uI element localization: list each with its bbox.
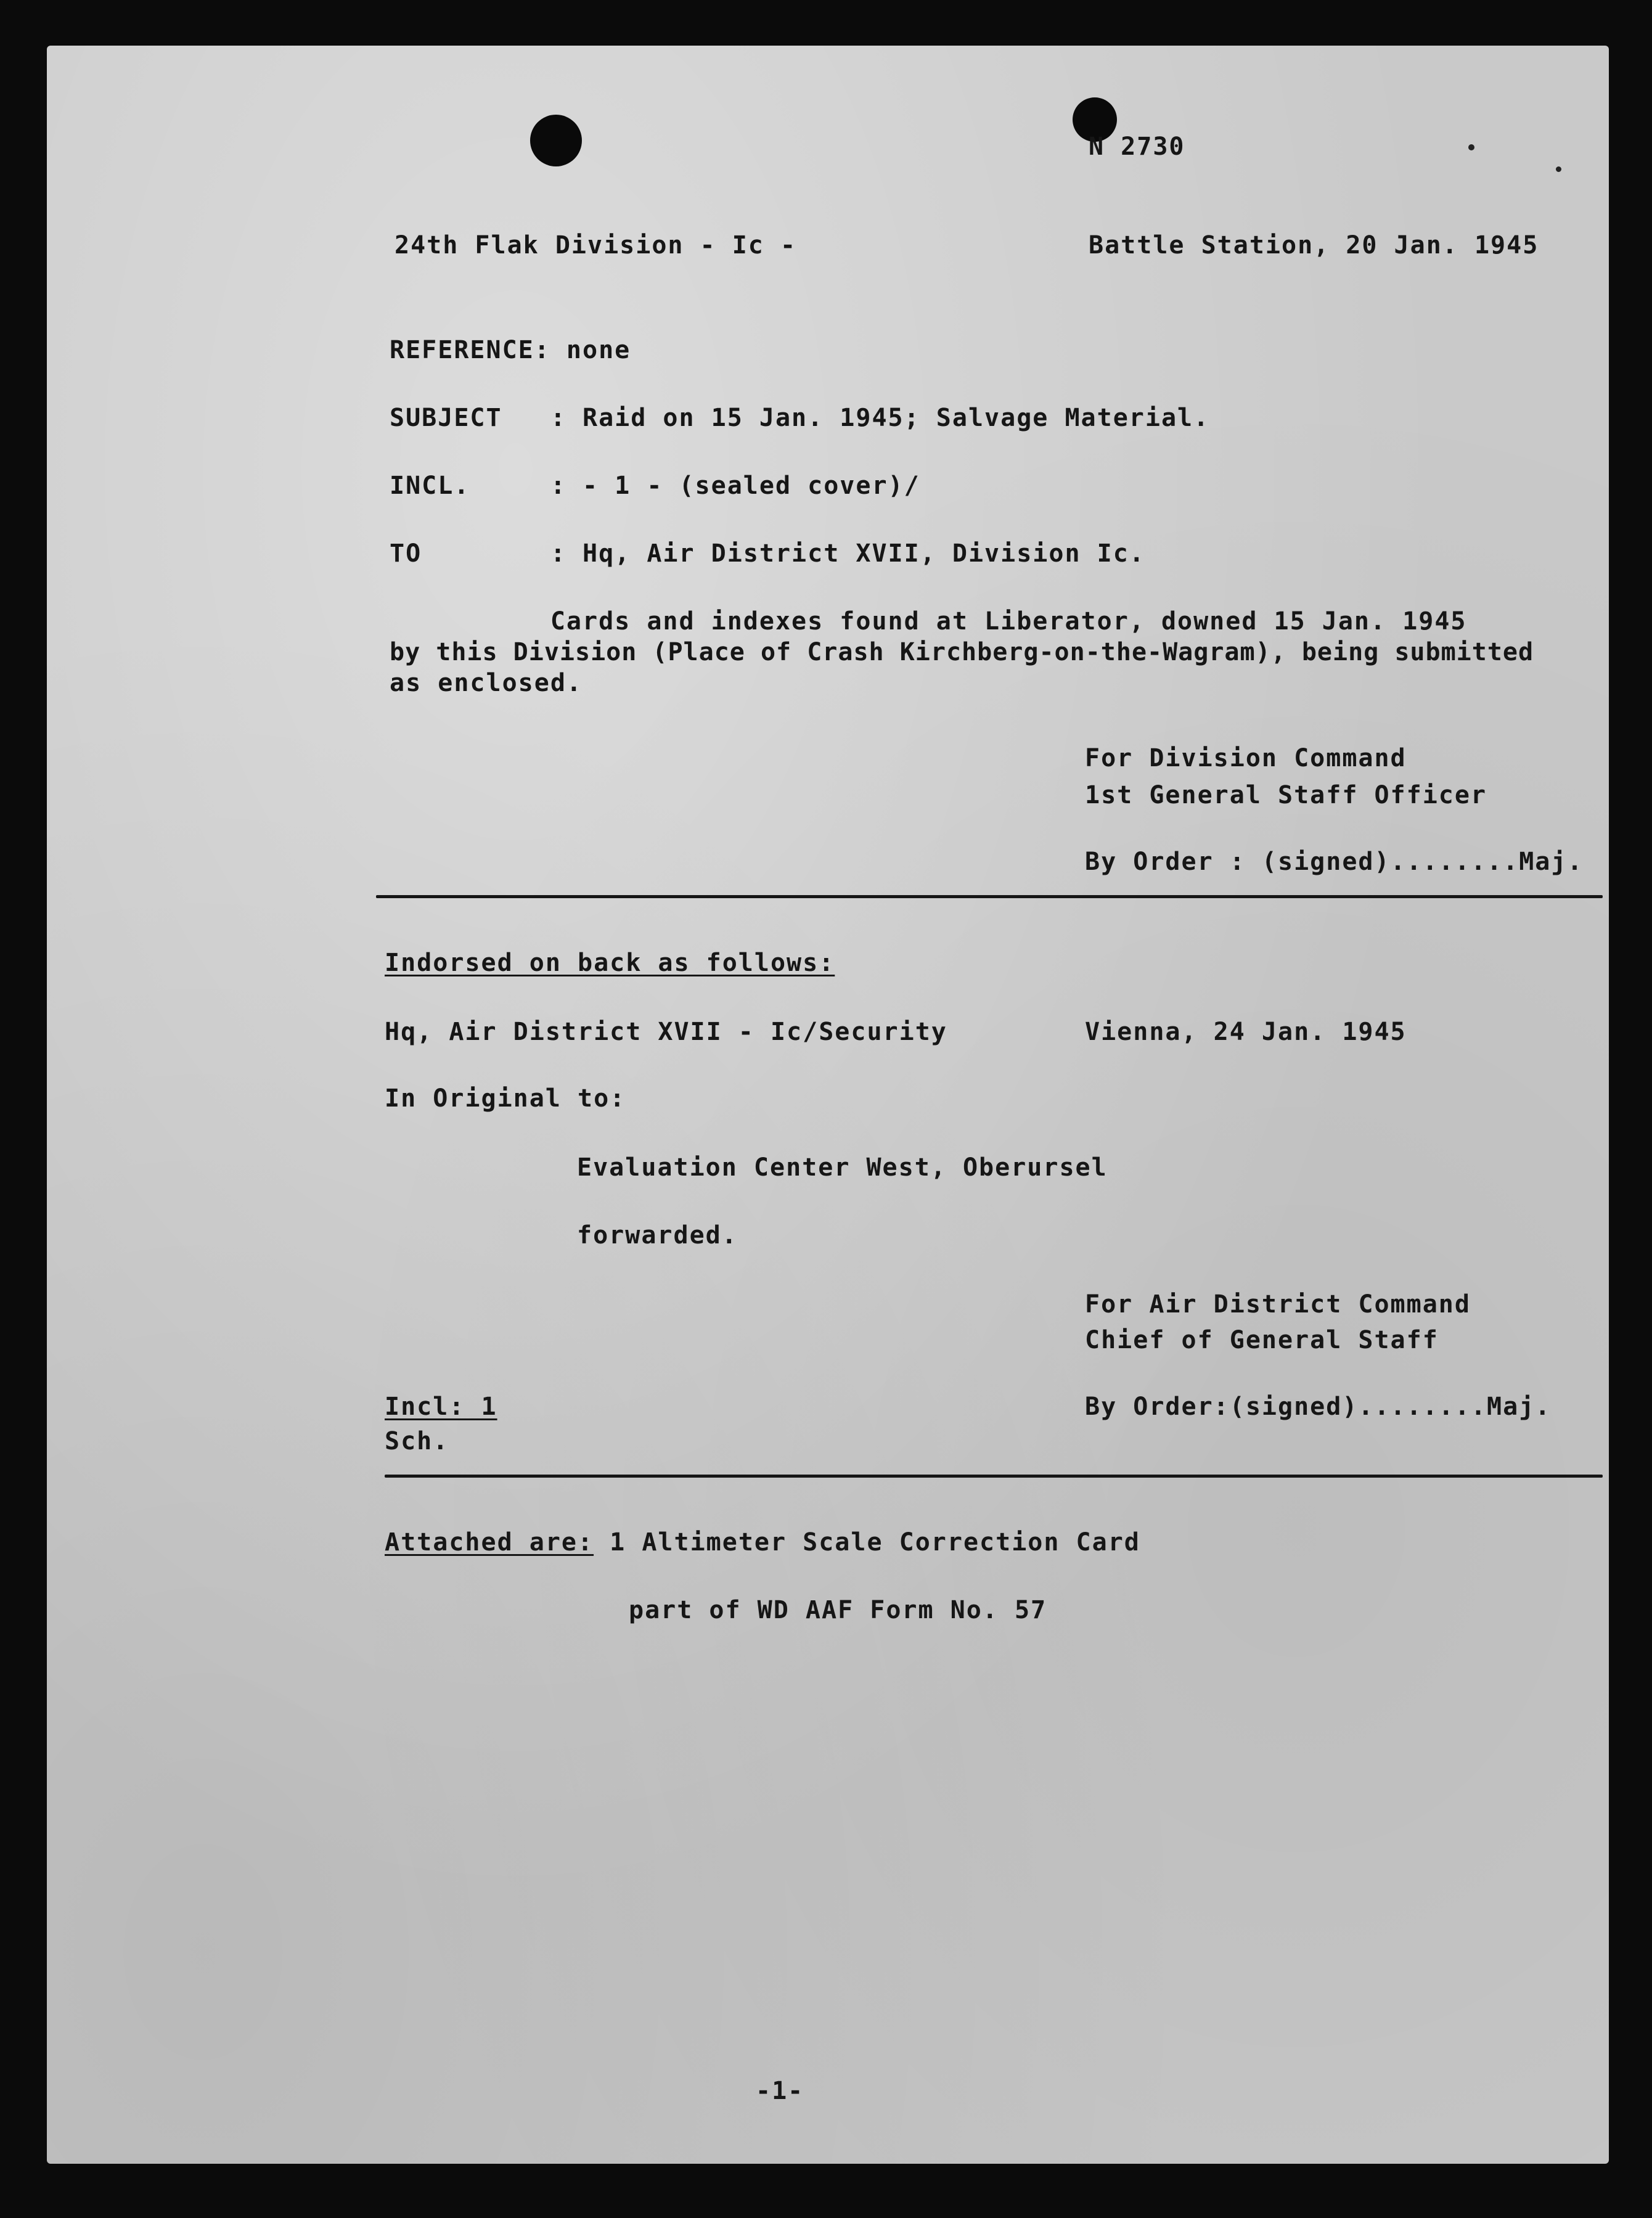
divider-rule-1	[376, 895, 1603, 898]
to-line: TO : Hq, Air District XVII, Division Ic.	[390, 539, 1145, 568]
incl-line: INCL. : - 1 - (sealed cover)/	[390, 472, 920, 500]
ink-speck	[1556, 166, 1561, 172]
paper-sheet	[47, 46, 1609, 2164]
endorsement-from: Hq, Air District XVII - Ic/Security	[385, 1018, 947, 1046]
place-date: Battle Station, 20 Jan. 1945	[1089, 231, 1539, 260]
signature-2-line-1: For Air District Command	[1085, 1290, 1471, 1319]
ink-speck	[1468, 144, 1474, 150]
body-line-3: as enclosed.	[390, 669, 583, 697]
body-line-2: by this Division (Place of Crash Kirchberg-on-the-Wagram), being submitted	[390, 638, 1534, 666]
endorsement-forwarded: forwarded.	[577, 1221, 738, 1250]
punch-hole-left	[530, 115, 582, 166]
endorsement-place-date: Vienna, 24 Jan. 1945	[1085, 1018, 1407, 1046]
signature-1-line-1: For Division Command	[1085, 744, 1407, 772]
divider-rule-2	[385, 1475, 1603, 1478]
body-line-1: Cards and indexes found at Liberator, downed 15 Jan. 1945	[390, 607, 1467, 636]
page-number: -1-	[756, 2077, 804, 2105]
file-number: N 2730	[1089, 133, 1185, 161]
sender-line: 24th Flak Division - Ic -	[395, 231, 797, 260]
signature-1-line-2: 1st General Staff Officer	[1085, 781, 1487, 809]
attached-item: 1 Altimeter Scale Correction Card	[594, 1528, 1140, 1557]
endorsement-recipient: Evaluation Center West, Oberursel	[577, 1153, 1108, 1182]
attached-line-2: part of WD AAF Form No. 57	[629, 1596, 1047, 1624]
signature-1-line-3: By Order : (signed)........Maj.	[1085, 848, 1584, 876]
incl-note-line-2: Sch.	[385, 1427, 449, 1455]
signature-2-line-2: Chief of General Staff	[1085, 1326, 1439, 1354]
subject-line: SUBJECT : Raid on 15 Jan. 1945; Salvage Material.	[390, 404, 1210, 432]
incl-note-line-1: Incl: 1	[385, 1393, 497, 1421]
endorsement-in-original: In Original to:	[385, 1084, 626, 1113]
reference-line: REFERENCE: none	[390, 336, 631, 364]
attached-label: Attached are:	[385, 1528, 594, 1557]
signature-2-line-3: By Order:(signed)........Maj.	[1085, 1393, 1552, 1421]
endorsement-heading: Indorsed on back as follows:	[385, 949, 835, 977]
attached-line-1	[385, 1528, 1140, 1557]
